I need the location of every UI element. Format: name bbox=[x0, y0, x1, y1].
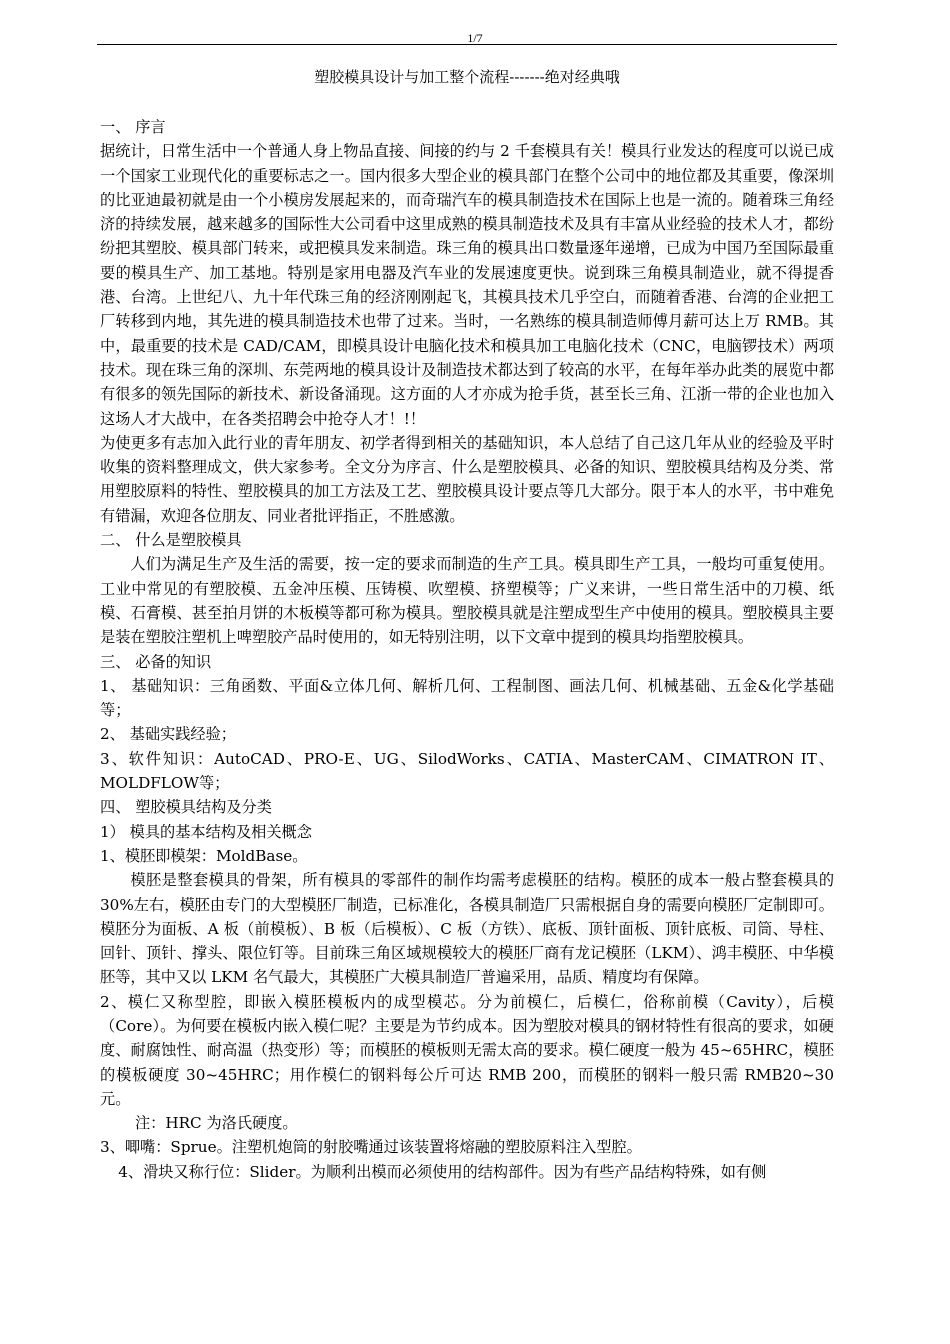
subsection-heading: 1） 模具的基本结构及相关概念 bbox=[100, 822, 312, 841]
list-item: 3、唧嘴：Sprue。注塑机炮筒的射胶嘴通过该装置将熔融的塑胶原料注入型腔。 bbox=[100, 1138, 642, 1157]
list-item: 2、模仁又称型腔，即嵌入模胚模板内的成型模芯。分为前模仁，后模仁，俗称前模（Cavity），后模（Core）。为何要在模板内嵌入模仁呢？主要是为节约成本。因为塑胶对模具的钢材特性有很高的要求，如硬度、耐腐蚀性、耐高温（热变形）等；而模胚的模板则无需太高的要求。模仁硬度一般为 45~65HRC，模胚的模板硬度 30~45HRC；用作模仁的钢料每公斤可达 RMB 200，而模胚的钢料一般只需 RMB20~30 元。 bbox=[100, 992, 834, 1108]
section-heading-structure: 四、 塑胶模具结构及分类 bbox=[100, 798, 272, 817]
header-rule bbox=[97, 44, 837, 45]
paragraph: 模胚是整套模具的骨架，所有模具的零部件的制作均需考虑模胚的结构。模胚的成本一般占整套模具的 30%左右，模胚由专门的大型模胚厂制造，已标准化，各模具制造厂只需根据自身的需要向模胚厂定制即可。模胚分为面板、A 板（前模板）、B 板（后模板）、C 板（方铁）、底板、顶针面板、顶针底板、司筒、导柱、回针、顶针、撑头、限位钉等。目前珠三角区域规模较大的模胚厂商有龙记模胚（LKM）、鸿丰模胚、中华模胚等，其中又以 LKM 名气最大，其模胚广大模具制造厂普遍采用，品质、精度均有保障。 bbox=[100, 871, 834, 987]
section-heading-what-is-mold: 二、 什么是塑胶模具 bbox=[100, 531, 242, 550]
list-item: 4、滑块又称行位：Slider。为顺利出模而必须使用的结构部件。因为有些产品结构特殊，如有侧 bbox=[118, 1162, 767, 1181]
paragraph: 为使更多有志加入此行业的青年朋友、初学者得到相关的基础知识，本人总结了自己这几年从业的经验及平时收集的资料整理成文，供大家参考。全文分为序言、什么是塑胶模具、必备的知识、塑胶模具结构及分类、常用塑胶原料的特性、塑胶模具的加工方法及工艺、塑胶模具设计要点等几大部分。限于本人的水平，书中难免有错漏，欢迎各位朋友、同业者批评指正，不胜感激。 bbox=[100, 433, 834, 525]
list-item: 1、 基础知识：三角函数、平面&立体几何、解析几何、工程制图、画法几何、机械基础、五金&化学基础等； bbox=[100, 676, 834, 720]
list-item: 3、软件知识：AutoCAD、PRO-E、UG、SilodWorks、CATIA、MasterCAM、CIMATRON IT、MOLDFLOW等； bbox=[100, 749, 834, 793]
paragraph: 人们为满足生产及生活的需要，按一定的要求而制造的生产工具。模具即生产工具，一般均可重复使用。工业中常见的有塑胶模、五金冲压模、压铸模、吹塑模、挤塑模等；广义来讲，一些日常生活中的刀模、纸模、石膏模、甚至拍月饼的木板模等都可称为模具。塑胶模具就是注塑成型生产中使用的模具。塑胶模具主要是装在塑胶注塑机上啤塑胶产品时使用的，如无特别注明，以下文章中提到的模具均指塑胶模具。 bbox=[100, 555, 834, 647]
list-item: 2、 基础实践经验； bbox=[100, 725, 236, 744]
paragraph: 据统计，日常生活中一个普通人身上物品直接、间接的约与 2 千套模具有关！模具行业发达的程度可以说已成一个国家工业现代化的重要标志之一。国内很多大型企业的模具部门在整个公司中的地位都及其重要，像深圳的比亚迪最初就是由一个小模房发展起来的，而奇瑞汽车的模具制造技术在国际上也是一流的。随着珠三角经济的持续发展，越来越多的国际性大公司看中这里成熟的模具制造技术及具有丰富从业经验的技术人才，都纷纷把其塑胶、模具部门转来，或把模具发来制造。珠三角的模具出口数量逐年递增，已成为中国乃至国际最重要的模具生产、加工基地。特别是家用电器及汽车业的发展速度更快。说到珠三角模具制造业，就不得提香港、台湾。上世纪八、九十年代珠三角的经济刚刚起飞，其模具技术几乎空白，而随着香港、台湾的企业把工厂转移到内地，其先进的模具制造技术也带了过来。当时，一名熟练的模具制造师傅月薪可达上万 RMB。其中，最重要的技术是 CAD/CAM，即模具设计电脑化技术和模具加工电脑化技术（CNC，电脑锣技术）两项技术。现在珠三角的深圳、东莞两地的模具设计及制造技术都达到了较高的水平，在每年举办此类的展览中都有很多的领先国际的新技术、新设备涌现。这方面的人才亦成为抢手货，甚至长三角、江浙一带的企业也加入这场人才大战中，在各类招聘会中抢夺人才！!！ bbox=[100, 142, 834, 428]
document-body bbox=[100, 115, 834, 1184]
list-item: 1、模胚即模架：MoldBase。 bbox=[100, 846, 308, 865]
note: 注：HRC 为洛氏硬度。 bbox=[134, 1114, 298, 1133]
section-heading-required-knowledge: 三、 必备的知识 bbox=[100, 652, 212, 671]
section-heading-preface: 一、 序言 bbox=[100, 118, 166, 136]
page-number: 1/7 bbox=[467, 31, 483, 45]
document-title: 塑胶模具设计与加工整个流程-------绝对经典哦 bbox=[314, 68, 620, 86]
